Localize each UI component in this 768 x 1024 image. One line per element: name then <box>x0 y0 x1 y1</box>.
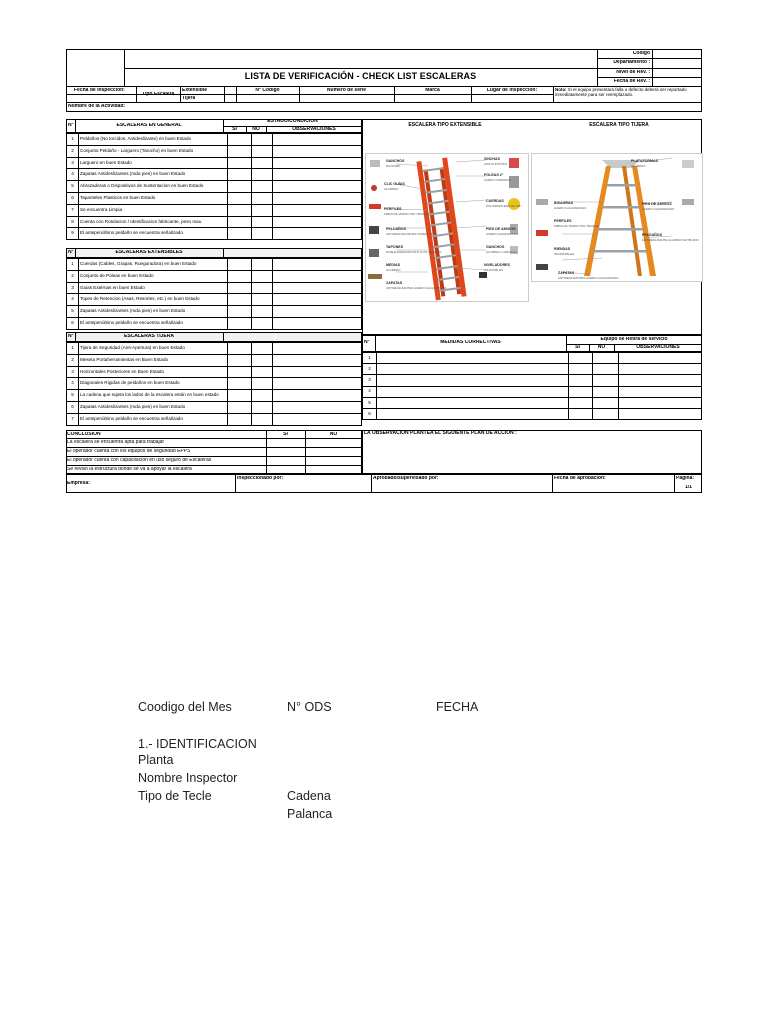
callout-sublabel: ALUMINIO <box>631 163 646 168</box>
si-checkbox-cell[interactable] <box>228 343 252 355</box>
observation-cell[interactable] <box>273 354 362 366</box>
row-description: El antepenúltimo peldaño se encuentra señalizado <box>79 317 228 329</box>
meta-label-codigo: Código <box>632 51 650 56</box>
callout-label: GANCHOS <box>386 159 405 163</box>
no-checkbox-cell[interactable] <box>252 216 273 228</box>
extensible-label: Extensible <box>182 88 208 93</box>
tijera-ladder-svg <box>532 154 702 281</box>
si-checkbox-cell[interactable] <box>569 364 593 375</box>
si-checkbox-cell[interactable] <box>228 282 252 294</box>
checklist-row <box>67 366 362 378</box>
observation-cell[interactable] <box>619 397 702 408</box>
si-checkbox-cell[interactable] <box>569 386 593 397</box>
corrective-num-header: N° <box>364 340 370 345</box>
fecha-aprobacion-label: Fecha de aprobación: <box>554 476 606 481</box>
no-checkbox-cell[interactable] <box>593 353 619 364</box>
row-number: 5 <box>67 306 79 318</box>
no-checkbox-cell[interactable] <box>252 228 273 240</box>
corrective-row <box>363 375 702 386</box>
conclusion-item-2: El operador cuenta con los equipos de seguridad EPPS <box>67 449 191 454</box>
ods-label: N° ODS <box>287 700 332 714</box>
no-checkbox-cell[interactable] <box>252 282 273 294</box>
no-checkbox-cell[interactable] <box>252 270 273 282</box>
callout-sublabel: ANTIDESLIZANTE EN FORMA "D" <box>386 231 433 236</box>
conclusion-item-3: El operador cuenta con capacitación en uso seguro de Escaleras <box>67 458 212 463</box>
row-description: Conjunto Peldaño - Larguero (Tarucho) en buen Estado <box>79 145 228 157</box>
si-checkbox-cell[interactable] <box>228 317 252 329</box>
no-checkbox-cell[interactable] <box>593 364 619 375</box>
no-checkbox-cell[interactable] <box>593 386 619 397</box>
checklist-row <box>67 294 362 306</box>
checklist-row <box>67 270 362 282</box>
no-checkbox-cell[interactable] <box>252 181 273 193</box>
observation-cell[interactable] <box>273 181 362 193</box>
ladder-rung <box>593 250 648 253</box>
corrective-row <box>363 364 702 375</box>
observation-cell[interactable] <box>273 169 362 181</box>
observation-cell[interactable] <box>273 366 362 378</box>
no-checkbox-cell[interactable] <box>252 169 273 181</box>
row-number: 5 <box>67 390 79 402</box>
corrective-no-header: NO <box>597 345 606 350</box>
no-checkbox-cell[interactable] <box>252 157 273 169</box>
observation-cell[interactable] <box>619 386 702 397</box>
si-checkbox-cell[interactable] <box>569 353 593 364</box>
observation-cell[interactable] <box>273 343 362 355</box>
callout-label: POLEAS 2" <box>484 173 504 177</box>
cadena-option: Cadena <box>287 789 331 803</box>
row-description: Tapanteles Plasticos en buen Estado <box>79 192 228 204</box>
no-checkbox-cell[interactable] <box>593 397 619 408</box>
corrective-si-header: SI <box>575 345 580 350</box>
tijera-ladder-image <box>531 153 703 282</box>
observation-cell[interactable] <box>273 157 362 169</box>
callout-label: ZAPATAS <box>558 271 575 275</box>
corrective-measure-cell[interactable] <box>377 375 569 386</box>
callout-label: RIENDAS <box>554 247 571 251</box>
callout-label: PLATAFORMAS <box>631 159 659 163</box>
row-number: 6 <box>67 192 79 204</box>
callout-sublabel: AJUSTABLES <box>484 267 503 272</box>
conclusion-si: SI <box>283 432 288 437</box>
row-description: Diagonales Rígidas de peldaños en buen Estado <box>79 378 228 390</box>
callout-sublabel: FIBRA DE VIDRIO PRL TRUEGE <box>384 211 429 216</box>
extensibles-title: ESCALERAS EXTENSIBLES <box>115 250 183 255</box>
no-checkbox-cell[interactable] <box>252 204 273 216</box>
row-number: 9 <box>67 228 79 240</box>
callout-label: BISAGRAS <box>554 201 573 205</box>
meta-label-departamento: Departamento : <box>613 60 650 65</box>
no-checkbox-cell[interactable] <box>252 317 273 329</box>
extensible-image-title: ESCALERA TIPO EXTENSIBLE <box>408 122 482 128</box>
tipo-tecle-label: Tipo de Tecle <box>138 789 212 803</box>
tijera-label: Tijera <box>182 96 196 101</box>
callout-label: PIES DE AMIGOS <box>642 202 672 206</box>
no-checkbox-cell[interactable] <box>252 294 273 306</box>
actividad-label: Nombre de la Actividad: <box>68 104 126 109</box>
checklist-row <box>67 169 362 181</box>
callout-sublabel: ANTIDESLIZANTE ALUMINIO EXTRUIDO <box>642 237 699 242</box>
tij-num-header: N° <box>68 334 74 339</box>
row-description: Conjunto de Poleas en buen Estado <box>79 270 228 282</box>
row-description: La cadena que sujeta los lados de la escalera están en buen estado <box>79 390 228 402</box>
callout-sublabel: POLIPROPILENO DE 3/8" <box>486 203 522 208</box>
si-checkbox-cell[interactable] <box>228 181 252 193</box>
no-header: NO <box>252 127 260 132</box>
corrective-row-number: 5 <box>363 397 377 408</box>
general-section-title: ESCALERAS EN GENERAL <box>116 123 182 128</box>
callout-sublabel: ACERO GALVANIZADO <box>642 206 675 211</box>
si-checkbox-cell[interactable] <box>228 204 252 216</box>
palanca-option: Palanca <box>287 807 333 821</box>
callout-sublabel: DOBLE ESPESOR ANTI ALTO IMPACTO <box>386 249 442 254</box>
row-description: Zapatas Antideslizantes (roda pies) en buen Estado <box>79 306 228 318</box>
callout-label: ZINCHAS <box>484 157 500 161</box>
observation-cell[interactable] <box>619 408 702 419</box>
si-checkbox-cell[interactable] <box>228 145 252 157</box>
conclusion-item-4: Se reviso la estructura donde se va a apoyar la escalera <box>67 467 192 472</box>
row-number: 2 <box>67 270 79 282</box>
no-checkbox-cell[interactable] <box>252 343 273 355</box>
row-number: 3 <box>67 157 79 169</box>
checklist-row <box>67 204 362 216</box>
callout-sublabel: FIBRA DE VIDRIO PRL TRUEGE <box>554 223 599 228</box>
si-checkbox-cell[interactable] <box>228 401 252 413</box>
callout-label: PIES DE AMIGOS <box>486 227 516 231</box>
no-checkbox-cell[interactable] <box>252 390 273 402</box>
observation-cell[interactable] <box>273 259 362 271</box>
callout-label: GANCHOS <box>486 245 505 249</box>
corrective-row <box>363 353 702 364</box>
row-description: Cuerdas (Cables, Grapas, Rueguradora) en buen Estado <box>79 259 228 271</box>
si-checkbox-cell[interactable] <box>228 157 252 169</box>
inspector-label: Nombre Inspector <box>138 771 238 785</box>
meta-label-fecha-rev: Fecha de Rev. : <box>613 79 650 84</box>
checklist-row <box>67 259 362 271</box>
lugar-label: Lugar de Inspección: <box>486 88 538 93</box>
checklist-row <box>67 317 362 329</box>
row-description: Zapatas Antideslizantes (roda pies) en buen Estado <box>79 169 228 181</box>
callout-sublabel: ALUMINIO LAMINADO <box>486 249 518 254</box>
row-description: El antepenúltimo peldaño se encuentra señalizado <box>79 413 228 425</box>
row-number: 7 <box>67 204 79 216</box>
nota-text: Nota: Si el equipo presentara falla o defecto deberá ser reportado inmediatamente para ser reemplazado. <box>555 87 687 97</box>
pagina-label: Página: <box>676 476 695 481</box>
observation-cell[interactable] <box>619 364 702 375</box>
row-number: 1 <box>67 259 79 271</box>
tijeras-items-table <box>66 342 362 426</box>
si-checkbox-cell[interactable] <box>228 306 252 318</box>
observation-cell[interactable] <box>273 317 362 329</box>
callout-label: NIVELADORES <box>484 263 510 267</box>
row-number: 5 <box>67 181 79 193</box>
row-number: 1 <box>67 343 79 355</box>
corrective-measure-cell[interactable] <box>377 386 569 397</box>
si-header: SI <box>232 127 237 132</box>
callout-sublabel: ANTIDESLIZANTES ACERO GALVANIZADO <box>558 275 619 280</box>
observation-cell[interactable] <box>273 401 362 413</box>
observation-cell[interactable] <box>619 353 702 364</box>
checklist-row <box>67 134 362 146</box>
si-checkbox-cell[interactable] <box>228 270 252 282</box>
checklist-row <box>67 413 362 425</box>
page-title: LISTA DE VERIFICACIÓN - CHECK LIST ESCALERAS <box>244 71 477 81</box>
corrective-row-number: 1 <box>363 353 377 364</box>
general-num-header: N° <box>68 123 74 128</box>
no-checkbox-cell[interactable] <box>252 378 273 390</box>
checklist-row <box>67 401 362 413</box>
conclusion-item-1: La escalera se encuentra apta para trabajar <box>67 440 165 445</box>
observation-cell[interactable] <box>273 413 362 425</box>
observation-cell[interactable] <box>273 228 362 240</box>
checklist-row <box>67 145 362 157</box>
corrective-obs-header: OBSERVACIONES <box>636 345 680 350</box>
callout-sublabel: ACERO GALVANIZADO <box>554 205 587 210</box>
checklist-row <box>67 343 362 355</box>
general-items-table <box>66 133 362 240</box>
no-checkbox-cell[interactable] <box>252 306 273 318</box>
callout-label: PERFILES <box>554 219 572 223</box>
row-description: Se encuentra Limpia <box>79 204 228 216</box>
row-number: 4 <box>67 169 79 181</box>
no-checkbox-cell[interactable] <box>593 408 619 419</box>
checklist-row <box>67 354 362 366</box>
row-number: 2 <box>67 145 79 157</box>
row-number: 3 <box>67 282 79 294</box>
row-number: 4 <box>67 294 79 306</box>
extensibles-items-table <box>66 258 362 330</box>
ext-num-header: N° <box>68 250 74 255</box>
tipo-escalera-label: Tipo Escalera <box>142 92 175 97</box>
checklist-row <box>67 157 362 169</box>
corrective-row-number: 3 <box>363 375 377 386</box>
empresa-label: Empresa: <box>67 481 90 486</box>
si-checkbox-cell[interactable] <box>228 354 252 366</box>
callout-sublabel: ACERO GALVANIZADO <box>486 231 519 236</box>
observation-cell[interactable] <box>273 216 362 228</box>
ladder-rung <box>602 206 639 209</box>
corrective-row <box>363 397 702 408</box>
si-checkbox-cell[interactable] <box>228 192 252 204</box>
row-description: Cuenta con Rotulacion / Identificacion fabricante, peso max. <box>79 216 228 228</box>
callout-sublabel: INOXIDABLES <box>554 251 575 256</box>
callout-sublabel: RAYFORD <box>386 163 401 168</box>
row-description: Peldaños (No torcidos, Antideslizante) en buen Estado <box>79 134 228 146</box>
si-checkbox-cell[interactable] <box>228 216 252 228</box>
conclusion-no: NO <box>329 432 338 437</box>
row-description: Meseta Portaherramientas en Buen Estado <box>79 354 228 366</box>
no-checkbox-cell[interactable] <box>252 134 273 146</box>
checklist-row <box>67 378 362 390</box>
callout-label: TAPONES <box>386 245 404 249</box>
si-checkbox-cell[interactable] <box>569 397 593 408</box>
si-checkbox-cell[interactable] <box>569 375 593 386</box>
callout-sublabel: ALUMINIO <box>384 186 399 191</box>
fecha-label: FECHA <box>436 700 479 714</box>
row-description: Horizontales Posteriores en Buen Estado <box>79 366 228 378</box>
row-number: 2 <box>67 354 79 366</box>
si-checkbox-cell[interactable] <box>228 378 252 390</box>
meta-label-nivel-rev: Nivel de Rev. : <box>616 70 650 75</box>
observation-cell[interactable] <box>273 306 362 318</box>
observation-cell[interactable] <box>273 378 362 390</box>
row-number: 6 <box>67 401 79 413</box>
no-checkbox-cell[interactable] <box>252 413 273 425</box>
corrective-measure-cell[interactable] <box>377 364 569 375</box>
row-description: El antepenúltimo peldaño se encuentra señalizado <box>79 228 228 240</box>
callout-sublabel: ALUMINIO <box>386 267 401 272</box>
identificacion-heading: 1.- IDENTIFICACION <box>138 737 257 751</box>
observation-cell[interactable] <box>273 204 362 216</box>
row-number: 3 <box>67 366 79 378</box>
no-checkbox-cell[interactable] <box>252 145 273 157</box>
tijeras-title: ESCALERAS TIJERA <box>123 334 174 339</box>
corrective-measure-cell[interactable] <box>377 408 569 419</box>
codigo-label: N° Código <box>255 88 280 93</box>
checklist-row <box>67 282 362 294</box>
checklist-row <box>67 216 362 228</box>
row-number: 6 <box>67 317 79 329</box>
estado-header: ESTADO/CONDICION <box>267 119 318 124</box>
corrective-table <box>362 352 702 420</box>
si-checkbox-cell[interactable] <box>228 169 252 181</box>
row-description: Zapatas Antideslizantes (roda pies) en buen Estado <box>79 401 228 413</box>
callout-label: PELDAÑOS <box>642 233 662 237</box>
corrective-title: MEDIDAS CORRECTIVAS <box>440 340 501 345</box>
si-checkbox-cell[interactable] <box>228 366 252 378</box>
row-description: Tijera de Seguridad (Anti-Apertura) en buen Estado <box>79 343 228 355</box>
callout-label: PELDAÑOS <box>386 227 406 231</box>
observaciones-header: OBSERVACIONES <box>292 127 336 132</box>
checklist-row <box>67 390 362 402</box>
no-checkbox-cell[interactable] <box>593 375 619 386</box>
fecha-inspeccion-label: Fecha de Inspección: <box>74 88 125 93</box>
inspeccionado-label: Inspeccionado por: <box>237 476 284 481</box>
corrective-row <box>363 386 702 397</box>
callout-label: PERFILES <box>384 207 402 211</box>
no-checkbox-cell[interactable] <box>252 259 273 271</box>
aprobado-label: Aprobado/supervisado por: <box>373 476 439 481</box>
plan-accion-label: LA OBSERVACIÓN PLANTEA EL SIGUIENTE PLAN DE ACCION : <box>364 431 517 436</box>
corrective-measure-cell[interactable] <box>377 397 569 408</box>
si-checkbox-cell[interactable] <box>569 408 593 419</box>
row-description: Abrazaderas o Dispositivos de Sustentacion en buen Estado <box>79 181 228 193</box>
si-checkbox-cell[interactable] <box>228 413 252 425</box>
row-number: 7 <box>67 413 79 425</box>
observation-cell[interactable] <box>273 282 362 294</box>
callout-label: CUERDAS <box>486 199 504 203</box>
codigo-mes-label: Coodigo del Mes <box>138 700 232 714</box>
callout-sublabel: APOYA POSTES <box>484 161 507 166</box>
corrective-row-number: 4 <box>363 386 377 397</box>
observation-cell[interactable] <box>273 270 362 282</box>
no-checkbox-cell[interactable] <box>252 354 273 366</box>
activity-row <box>66 102 702 112</box>
ladder-rung <box>607 184 635 187</box>
checklist-row <box>67 306 362 318</box>
checklist-row <box>67 192 362 204</box>
plan-accion-block <box>362 430 702 474</box>
serie-label: Número de serie <box>326 88 367 93</box>
pagina-value: 1/1 <box>685 485 692 490</box>
planta-label: Planta <box>138 753 174 767</box>
ladder-rung <box>597 228 643 231</box>
callout-sublabel: ANTIDESLIZANTES ACERO GALVANIZADO <box>386 285 447 290</box>
corrective-row-number: 2 <box>363 364 377 375</box>
row-description: Topes de Retencion (Asas, Resortes, etc.) en buen Estado <box>79 294 228 306</box>
checklist-row <box>67 181 362 193</box>
observation-cell[interactable] <box>273 390 362 402</box>
callout-label: CLIC GUÍAS <box>384 182 405 186</box>
row-description: Guias Externas en buen Estado <box>79 282 228 294</box>
observation-cell[interactable] <box>619 375 702 386</box>
corrective-measure-cell[interactable] <box>377 353 569 364</box>
no-checkbox-cell[interactable] <box>252 366 273 378</box>
conclusion-title: CONCLUSION <box>67 432 101 437</box>
row-number: 8 <box>67 216 79 228</box>
equipo-retira-header: Equipo se Retira de servicio <box>600 337 668 342</box>
row-description: Larguero en buen Estado <box>79 157 228 169</box>
callout-label: MEDIAS <box>386 263 400 267</box>
no-checkbox-cell[interactable] <box>252 401 273 413</box>
checklist-row <box>67 228 362 240</box>
si-checkbox-cell[interactable] <box>228 294 252 306</box>
observation-cell[interactable] <box>273 294 362 306</box>
si-checkbox-cell[interactable] <box>228 228 252 240</box>
row-number: 1 <box>67 134 79 146</box>
callout-label: ZAPATAS <box>386 281 403 285</box>
observation-cell[interactable] <box>273 134 362 146</box>
si-checkbox-cell[interactable] <box>228 134 252 146</box>
no-checkbox-cell[interactable] <box>252 192 273 204</box>
si-checkbox-cell[interactable] <box>228 390 252 402</box>
corrective-row-number: 6 <box>363 408 377 419</box>
si-checkbox-cell[interactable] <box>228 259 252 271</box>
observation-cell[interactable] <box>273 192 362 204</box>
marca-label: Marca <box>425 88 440 93</box>
row-number: 4 <box>67 378 79 390</box>
tijera-image-title: ESCALERA TIPO TIJERA <box>589 122 649 128</box>
observation-cell[interactable] <box>273 145 362 157</box>
callout-sublabel: ACERO CROMADO <box>484 177 512 182</box>
corrective-row <box>363 408 702 419</box>
